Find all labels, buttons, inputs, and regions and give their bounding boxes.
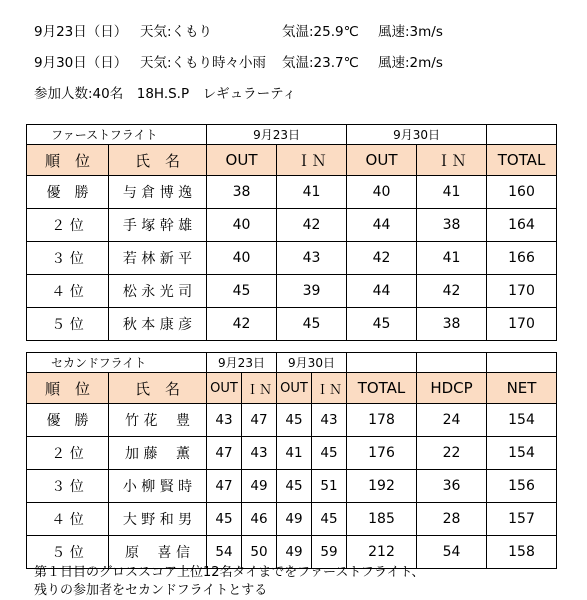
rank-cell: ２ 位 bbox=[27, 209, 109, 242]
day2-weather: 天気:くもり時々小雨 bbox=[140, 55, 267, 71]
score-cell: 39 bbox=[277, 275, 347, 308]
day1-wind: 風速:3m/s bbox=[378, 24, 443, 40]
column-header: ＩＮ bbox=[312, 373, 347, 404]
name-cell: 与 倉 博 逸 bbox=[109, 176, 207, 209]
score-cell: 49 bbox=[277, 503, 312, 536]
table-row bbox=[27, 308, 557, 341]
score-cell: 44 bbox=[347, 275, 417, 308]
total-cell: 170 bbox=[487, 275, 557, 308]
rank-cell: ３ 位 bbox=[27, 242, 109, 275]
score-cell: 45 bbox=[277, 404, 312, 437]
name-cell: 大 野 和 男 bbox=[109, 503, 207, 536]
day2-wind: 風速:2m/s bbox=[378, 55, 443, 71]
score-cell: 43 bbox=[277, 242, 347, 275]
column-header-row bbox=[27, 145, 557, 176]
rank-cell: ５ 位 bbox=[27, 308, 109, 341]
flight-title: セカンドフライト bbox=[27, 353, 207, 373]
name-cell: 原 喜 信 bbox=[109, 536, 207, 569]
total-cell: 164 bbox=[487, 209, 557, 242]
score-cell: 43 bbox=[312, 404, 347, 437]
score-cell: 38 bbox=[207, 176, 277, 209]
table-row bbox=[27, 242, 557, 275]
column-header: OUT bbox=[277, 373, 312, 404]
day2-date: 9月30日（日） bbox=[34, 55, 128, 71]
rank-cell: 優 勝 bbox=[27, 176, 109, 209]
column-header: 氏 名 bbox=[109, 145, 207, 176]
total-cell: 160 bbox=[487, 176, 557, 209]
column-header: OUT bbox=[347, 145, 417, 176]
score-cell: 46 bbox=[242, 503, 277, 536]
column-header: TOTAL bbox=[487, 145, 557, 176]
score-cell: 45 bbox=[312, 437, 347, 470]
total-cell: 176 bbox=[347, 437, 417, 470]
column-header: NET bbox=[487, 373, 557, 404]
score-cell: 47 bbox=[207, 437, 242, 470]
column-header: OUT bbox=[207, 145, 277, 176]
column-header: ＩＮ bbox=[277, 145, 347, 176]
score-cell: 50 bbox=[242, 536, 277, 569]
first-flight-table bbox=[26, 124, 557, 341]
score-cell: 45 bbox=[312, 503, 347, 536]
total-cell: 166 bbox=[487, 242, 557, 275]
score-cell: 54 bbox=[207, 536, 242, 569]
total-cell: 192 bbox=[347, 470, 417, 503]
score-cell: 41 bbox=[277, 437, 312, 470]
score-cell: 41 bbox=[417, 176, 487, 209]
note-line: 第１日目のグロススコア上位12名タイまでをファーストフライト、 bbox=[34, 565, 425, 580]
table-row bbox=[27, 209, 557, 242]
participants-info: 参加人数:40名 18H.S.P レギュラーティ bbox=[34, 86, 297, 102]
name-cell: 加 藤 薫 bbox=[109, 437, 207, 470]
score-cell: 40 bbox=[347, 176, 417, 209]
score-cell: 44 bbox=[347, 209, 417, 242]
name-cell: 小 柳 賢 時 bbox=[109, 470, 207, 503]
table-row bbox=[27, 404, 557, 437]
name-cell: 若 林 新 平 bbox=[109, 242, 207, 275]
score-cell: 47 bbox=[207, 470, 242, 503]
score-cell: 51 bbox=[312, 470, 347, 503]
column-header: OUT bbox=[207, 373, 242, 404]
column-header-row bbox=[27, 373, 557, 404]
column-header: 順 位 bbox=[27, 145, 109, 176]
round-date: 9月23日 bbox=[207, 125, 347, 145]
day1-weather: 天気:くもり bbox=[140, 24, 213, 40]
column-header: ＩＮ bbox=[242, 373, 277, 404]
hdcp-cell: 24 bbox=[417, 404, 487, 437]
total-cell: 170 bbox=[487, 308, 557, 341]
table-row bbox=[27, 176, 557, 209]
total-cell: 185 bbox=[347, 503, 417, 536]
second-flight-table bbox=[26, 352, 557, 569]
total-cell: 178 bbox=[347, 404, 417, 437]
rank-cell: 優 勝 bbox=[27, 404, 109, 437]
round-date: 9月23日 bbox=[207, 353, 277, 373]
empty-cell bbox=[347, 353, 417, 373]
net-cell: 158 bbox=[487, 536, 557, 569]
rank-cell: ２ 位 bbox=[27, 437, 109, 470]
score-cell: 49 bbox=[242, 470, 277, 503]
round-date: 9月30日 bbox=[347, 125, 487, 145]
round-date: 9月30日 bbox=[277, 353, 347, 373]
hdcp-cell: 22 bbox=[417, 437, 487, 470]
net-cell: 154 bbox=[487, 404, 557, 437]
column-header: HDCP bbox=[417, 373, 487, 404]
flight-title: ファーストフライト bbox=[27, 125, 207, 145]
score-cell: 43 bbox=[242, 437, 277, 470]
score-cell: 49 bbox=[277, 536, 312, 569]
score-cell: 59 bbox=[312, 536, 347, 569]
score-cell: 43 bbox=[207, 404, 242, 437]
rank-cell: ４ 位 bbox=[27, 503, 109, 536]
name-cell: 松 永 光 司 bbox=[109, 275, 207, 308]
column-header: 氏 名 bbox=[109, 373, 207, 404]
score-cell: 42 bbox=[347, 242, 417, 275]
name-cell: 秋 本 康 彦 bbox=[109, 308, 207, 341]
day1-temp: 気温:25.9℃ bbox=[282, 24, 359, 40]
rank-cell: ４ 位 bbox=[27, 275, 109, 308]
table-row bbox=[27, 503, 557, 536]
score-cell: 45 bbox=[347, 308, 417, 341]
hdcp-cell: 54 bbox=[417, 536, 487, 569]
day1-date: 9月23日（日） bbox=[34, 24, 128, 40]
table-row bbox=[27, 275, 557, 308]
column-header: TOTAL bbox=[347, 373, 417, 404]
flight-title-row bbox=[27, 353, 557, 373]
score-cell: 38 bbox=[417, 209, 487, 242]
score-cell: 40 bbox=[207, 242, 277, 275]
table-row bbox=[27, 437, 557, 470]
table-row bbox=[27, 470, 557, 503]
hdcp-cell: 28 bbox=[417, 503, 487, 536]
rank-cell: ５ 位 bbox=[27, 536, 109, 569]
flight-title-row bbox=[27, 125, 557, 145]
score-cell: 45 bbox=[207, 275, 277, 308]
note-line: 残りの参加者をセカンドフライトとする bbox=[34, 583, 268, 598]
score-cell: 45 bbox=[277, 470, 312, 503]
empty-cell bbox=[487, 125, 557, 145]
rank-cell: ３ 位 bbox=[27, 470, 109, 503]
score-cell: 45 bbox=[207, 503, 242, 536]
name-cell: 竹 花 豊 bbox=[109, 404, 207, 437]
column-header: ＩＮ bbox=[417, 145, 487, 176]
empty-cell bbox=[417, 353, 487, 373]
net-cell: 154 bbox=[487, 437, 557, 470]
score-cell: 40 bbox=[207, 209, 277, 242]
name-cell: 手 塚 幹 雄 bbox=[109, 209, 207, 242]
empty-cell bbox=[487, 353, 557, 373]
score-cell: 42 bbox=[207, 308, 277, 341]
score-cell: 42 bbox=[417, 275, 487, 308]
score-cell: 47 bbox=[242, 404, 277, 437]
hdcp-cell: 36 bbox=[417, 470, 487, 503]
column-header: 順 位 bbox=[27, 373, 109, 404]
net-cell: 156 bbox=[487, 470, 557, 503]
score-cell: 38 bbox=[417, 308, 487, 341]
total-cell: 212 bbox=[347, 536, 417, 569]
net-cell: 157 bbox=[487, 503, 557, 536]
score-cell: 41 bbox=[277, 176, 347, 209]
score-cell: 42 bbox=[277, 209, 347, 242]
score-cell: 41 bbox=[417, 242, 487, 275]
score-cell: 45 bbox=[277, 308, 347, 341]
day2-temp: 気温:23.7℃ bbox=[282, 55, 359, 71]
